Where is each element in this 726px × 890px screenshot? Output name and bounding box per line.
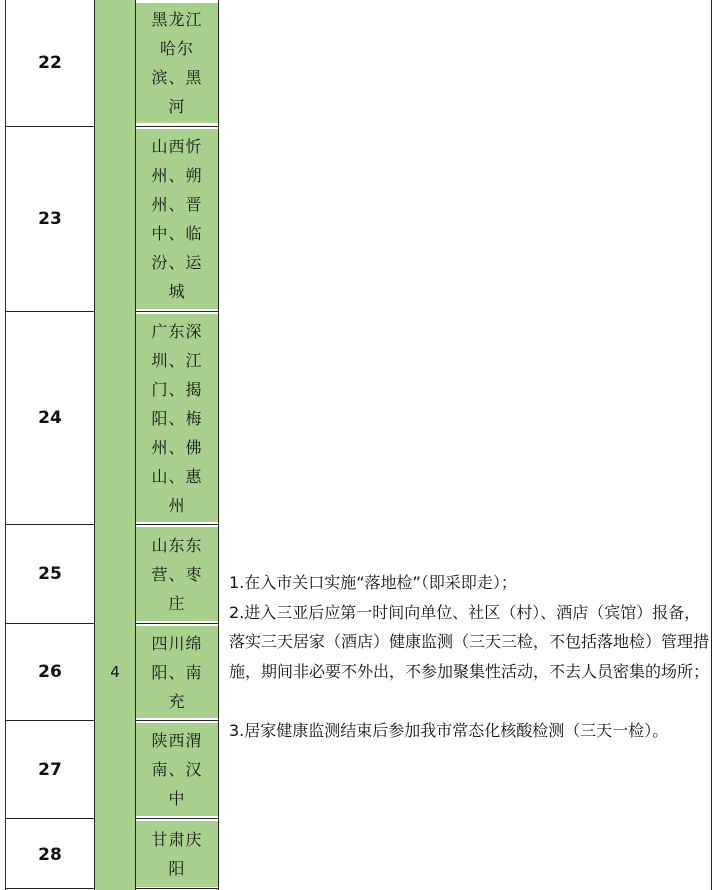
city-cell [136,626,218,718]
table-border [135,126,219,127]
group-number: 4 [110,663,120,681]
city-name: 广东深圳、江门、揭阳、梅州、佛山、惠州 [151,321,203,515]
measure-item: 2.进入三亚后应第一时间向单位、社区（村）、酒店（宾馆）报备，落实三天居家（酒店）健康监测（三天三检，不包括落地检）管理措施，期间非必要不外出，不参加聚集性活动，不去人员密集的场所； [229,602,710,681]
table-border [135,720,219,721]
row-number: 24 [38,408,62,428]
table-border [5,0,6,890]
city-name: 陕西渭南、汉中 [151,731,203,808]
measure-item: 3.居家健康监测结束后参加我市常态化核酸检测（三天一检）。 [229,720,669,740]
city-name: 甘肃庆阳 [151,830,203,878]
city-cell [136,314,218,522]
table-border [5,524,95,525]
table-border [711,0,712,890]
table-border [5,623,95,624]
row-number: 26 [38,662,62,682]
table-border [94,0,95,890]
row-number: 23 [38,209,62,229]
city-name: 四川绵阳、南充 [151,633,203,711]
row-number: 28 [38,844,62,865]
city-cell [136,3,218,123]
table-border [5,818,95,819]
city-name: 山西忻州、朔州、晋中、临汾、运城 [151,137,203,301]
table-border [5,311,95,312]
measure-item: 1.在入市关口实施“落地检”（即采即走）； [229,573,517,592]
city-name: 黑龙江哈尔滨、黑河 [151,10,203,116]
row-number: 25 [38,564,62,584]
table-border [5,720,95,721]
measures-text [229,568,711,745]
city-cell [136,129,218,309]
table-border [135,623,219,624]
city-cell [136,723,218,816]
row-number: 22 [38,53,62,73]
table-border [5,888,95,889]
table-border [135,0,136,890]
table-border [135,888,219,889]
city-name: 山东东营、枣庄 [151,535,203,613]
table-border [135,311,219,312]
table-border [5,126,95,127]
table-border [135,524,219,525]
table-border [218,0,219,890]
city-cell [136,821,218,887]
city-cell [136,527,218,621]
row-number: 27 [38,759,62,780]
table-border [135,818,219,819]
group-column [95,0,135,890]
